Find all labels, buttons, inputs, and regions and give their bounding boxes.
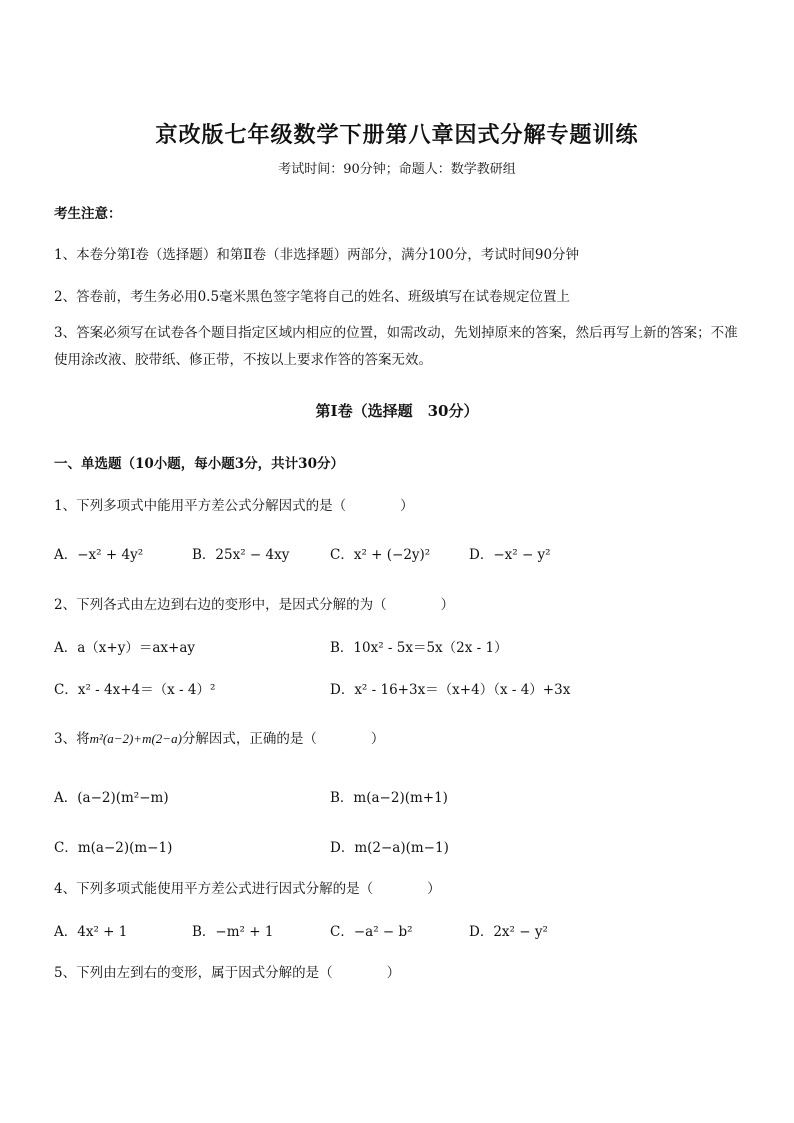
question-3-stem: [54, 727, 384, 747]
question-3-option-a[interactable]: A．(a−2)(m²−m): [54, 790, 169, 806]
question-3-option-c[interactable]: C．m(a−2)(m−1): [54, 840, 173, 856]
question-2-option-d[interactable]: D．x² - 16+3x＝（x+4）（x - 4）+3x: [330, 682, 571, 698]
question-2-option-c[interactable]: C．x² - 4x+4＝（x - 4）²: [54, 682, 216, 698]
question-4-option-a[interactable]: A．4x² + 1: [54, 924, 128, 940]
question-2-option-a[interactable]: A．a（x+y）＝ax+ay: [54, 640, 195, 656]
question-4-option-d[interactable]: D．2x² − y²: [469, 924, 548, 940]
notice-heading: 考生注意：: [54, 206, 122, 222]
question-1-option-c[interactable]: C．x² + (−2y)²: [330, 547, 431, 563]
question-2-stem: 2、下列各式由左边到右边的变形中，是因式分解的为（ ）: [54, 597, 455, 613]
question-5-stem: 5、下列由左到右的变形，属于因式分解的是（ ）: [54, 965, 401, 981]
exam-info: 考试时间：90分钟；命题人：数学教研组: [278, 162, 516, 177]
page-title: 京改版七年级数学下册第八章因式分解专题训练: [155, 122, 639, 148]
question-1-option-b[interactable]: B．25x² − 4xy: [192, 547, 290, 563]
question-1-stem: 1、下列多项式中能用平方差公式分解因式的是（ ）: [54, 498, 414, 514]
notice-item-3: 3、答案必须写在试卷各个题目指定区域内相应的位置，如需改动，先划掉原来的答案，然后再写上新的答案；不准使用涂改液、胶带纸、修正带，不按以上要求作答的答案无效。: [54, 325, 738, 368]
question-4-stem: 4、下列多项式能使用平方差公式进行因式分解的是（ ）: [54, 881, 441, 897]
question-4-option-b[interactable]: B．−m² + 1: [192, 924, 274, 940]
question-1-option-a[interactable]: A．−x² + 4y²: [54, 547, 144, 563]
notice-item-1: 1、本卷分第Ⅰ卷（选择题）和第Ⅱ卷（非选择题）两部分，满分100分，考试时间90分钟: [54, 247, 580, 263]
question-3-expression: m²(a−2)+m(2−a): [89, 731, 182, 746]
question-1-option-d[interactable]: D．−x² − y²: [469, 547, 551, 563]
question-3-option-b[interactable]: B．m(a−2)(m+1): [330, 790, 448, 806]
section-title: 第Ⅰ卷（选择题 30分）: [315, 402, 479, 420]
question-2-option-b[interactable]: B．10x² - 5x＝5x（2x - 1）: [330, 640, 508, 656]
question-3-option-d[interactable]: D．m(2−a)(m−1): [330, 840, 449, 856]
question-3-stem-prefix: 3、将: [54, 731, 90, 747]
notice-item-2: 2、答卷前，考生务必用0.5毫米黑色签字笔将自己的姓名、班级填写在试卷规定位置上: [54, 289, 571, 305]
question-4-option-c[interactable]: C．−a² − b²: [330, 924, 413, 940]
part-heading: 一、单选题（10小题，每小题3分，共计30分）: [54, 456, 344, 472]
question-3-stem-suffix: 分解因式，正确的是（ ）: [181, 731, 385, 747]
